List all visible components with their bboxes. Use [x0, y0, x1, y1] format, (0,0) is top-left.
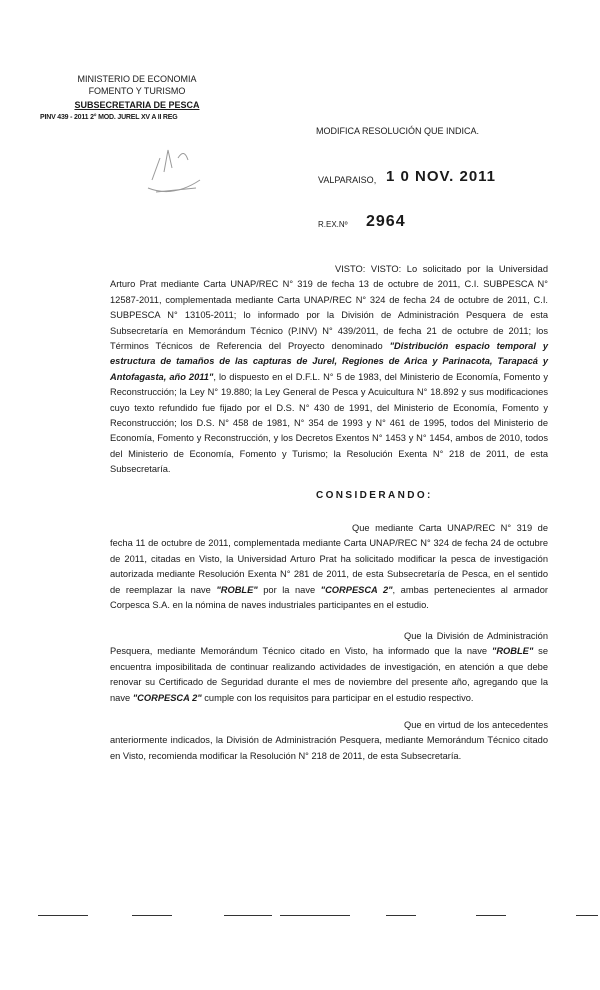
c2-roble: "ROBLE" — [491, 646, 534, 657]
c1-text-a: Que mediante Carta UNAP/REC N° 319 de fecha 11 de octubre de 2011, complementada mediante Carta UNAP/REC N° 324 de fecha 24 de octubre de 2011, citadas en Visto, la Universidad Arturo Prat ha solicitado modificar la pesca de investigación autorizada mediante Resolución Exenta N° 281 de 2011, de esta Subsecretaría de Pesca, en el sentido de reemplazar la nave — [110, 523, 548, 595]
c2-text-a: Que la División de Administración Pesquera, mediante Memorándum Técnico citado en Visto, ha informado que la nave — [110, 631, 548, 657]
footer-rule-7 — [576, 915, 598, 916]
considerando-3 — [110, 718, 548, 764]
ministry-line-2: FOMENTO Y TURISMO — [88, 86, 186, 96]
pinv-reference: PINV 439 - 2011 2° MOD. JUREL XV A II REG — [40, 114, 178, 121]
c1-roble: "ROBLE" — [216, 584, 258, 595]
footer-rule-5 — [386, 915, 416, 916]
footer-rule-1 — [38, 915, 88, 916]
considerando-2 — [110, 629, 548, 706]
c2-corpesca: "CORPESCA 2" — [132, 692, 202, 703]
visto-rest: , lo dispuesto en el D.F.L. N° 5 de 1983, del Ministerio de Economía, Fomento y Reconstrucción; la Ley N° 19.880; la Ley General de Pesca y Acuicultura N° 18.892 y sus modificaciones cuyo texto refundido fue fijado por el D.S. N° 430 de 1991, del Ministerio de Economía, Fomento y Reconstrucción; los D.S. N° 458 de 1981, N° 354 de 1993 y N° 461 de 1995, todos del Ministerio de Economía, Fomento y Reconstrucción, y los Decretos Exentos N° 1453 y N° 1454, ambos de 2010, todos del Ministerio de Economía, Fomento y Turismo; la Resolución Exenta N° 218 de 2011, de esta Subsecretaría. — [110, 371, 548, 475]
c1-text-c: , ambas pertenecientes al armador Corpesca S.A. en la nómina de naves industriales participantes en el estudio. — [110, 584, 548, 611]
ministry-line-1: MINISTERIO DE ECONOMIA — [77, 74, 197, 84]
considerando-1 — [110, 521, 548, 613]
footer-rule-3 — [224, 915, 272, 916]
considerando-heading: CONSIDERANDO: — [316, 490, 433, 501]
c1-corpesca: "CORPESCA 2" — [320, 584, 393, 595]
c2-text-c: cumple con los requisitos para participar en el estudio respectivo. — [201, 692, 474, 703]
c1-text-b: por la nave — [257, 584, 321, 595]
project-name: "Distribución espacio temporal y estructura de tamaños de las capturas de Jurel, Regiones de Arica y Parinacota, Tarapacá y Antofagasta, año 2011" — [110, 341, 548, 382]
visto-lead: VISTO: VISTO: Lo solicitado por la Universidad Arturo Prat mediante Carta UNAP/REC N° 319 de fecha 13 de octubre de 2011, C.I. SUBPESCA N° 12587-2011, complementada mediante Carta UNAP/REC N° 324 de fecha 24 de octubre de 2011, C.I. SUBPESCA N° 13105-2011; lo informado por la División de Administración Pesquera de esta Subsecretaría en Memorándum Técnico (P.INV) N° 439/2011, de fecha 21 de octubre de 2011; los Términos Técnicos de Referencia del Proyecto denominado — [110, 264, 548, 352]
subsecretaria-title: SUBSECRETARIA DE PESCA — [74, 100, 200, 110]
visto-paragraph — [110, 262, 548, 478]
place-label: VALPARAISO, — [318, 175, 377, 185]
footer-rule-4 — [280, 915, 350, 916]
footer-rule-2 — [132, 915, 172, 916]
resolution-number: 2964 — [366, 213, 406, 230]
document-title: MODIFICA RESOLUCIÓN QUE INDICA. — [316, 126, 480, 136]
c3-text: Que en virtud de los antecedentes anteriormente indicados, la División de Administración Pesquera, mediante Memorándum Técnico citado en Visto, recomienda modificar la Resolución N° 218 de 2011, de esta Subsecretaría. — [110, 720, 548, 761]
document-date: 1 0 NOV. 2011 — [386, 168, 497, 185]
footer-rule-6 — [476, 915, 506, 916]
c2-text-b: se encuentra imposibilitada de continuar realizando actividades de investigación, en atención a que debe renovar su Certificado de Seguridad durante el mes de noviembre del presente año, agregando que la nave — [110, 646, 548, 703]
official-stamp — [138, 128, 208, 198]
resolution-label: R.EX.Nº — [318, 220, 348, 229]
